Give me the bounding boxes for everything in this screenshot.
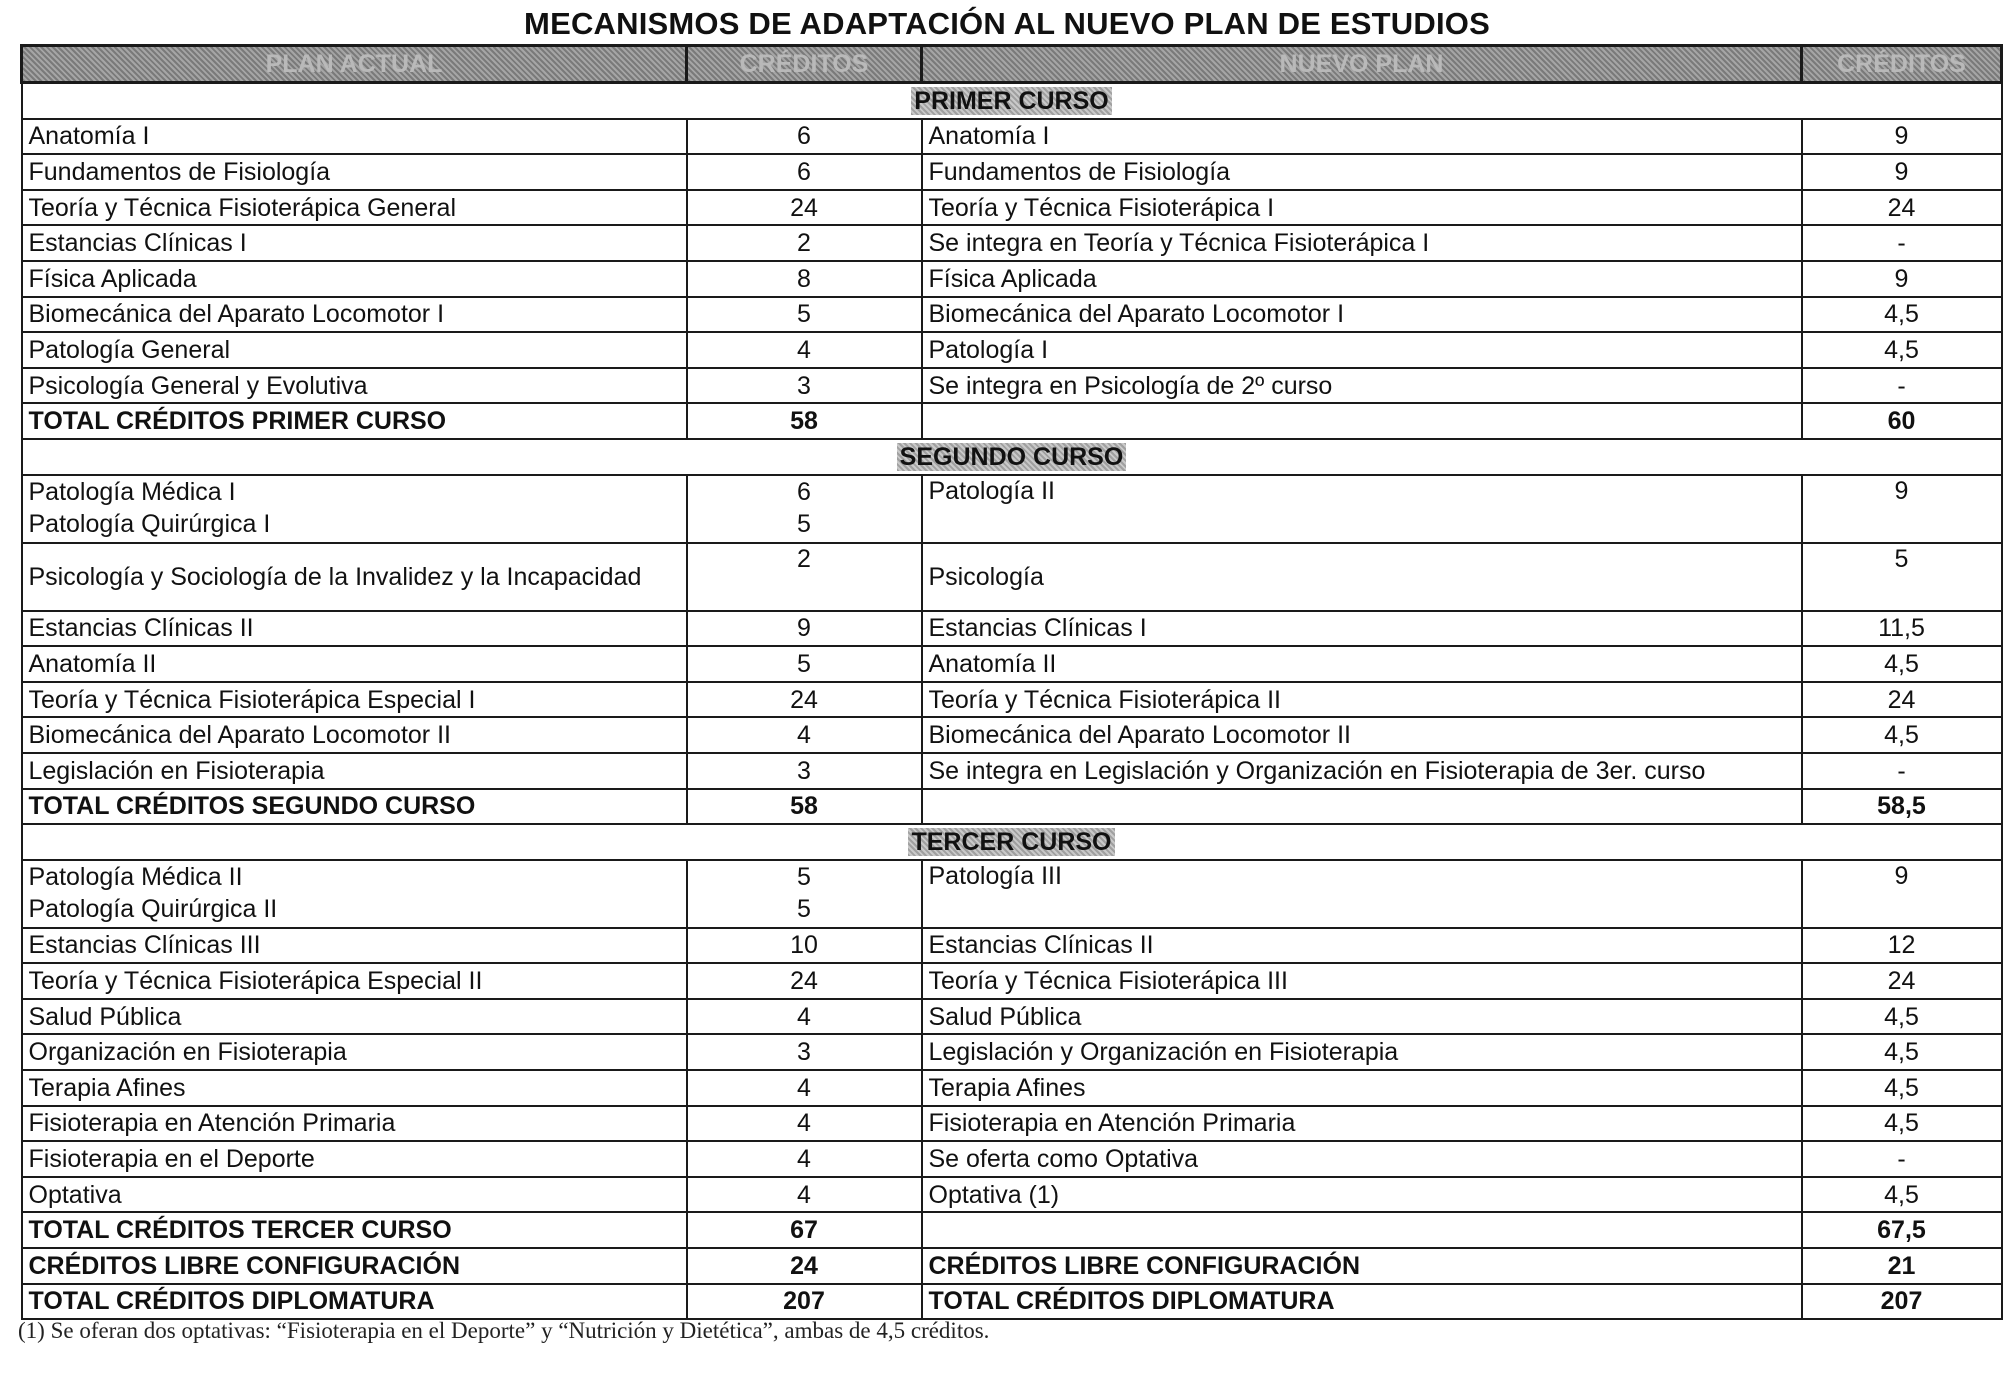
table-row — [22, 475, 2002, 543]
new-credits: 4,5 — [1802, 646, 2002, 682]
new-credits: 207 — [1802, 1284, 2002, 1320]
old-subject: Psicología y Sociología de la Invalidez y la Incapacidad — [22, 543, 687, 611]
old-subject-cell — [22, 475, 687, 543]
total-new-credits: 60 — [1802, 403, 2002, 439]
new-subject: Patología III — [922, 860, 1802, 928]
table-row — [22, 154, 2002, 190]
section-heading: PRIMER CURSO — [911, 87, 1111, 115]
total-old-credits: 58 — [687, 403, 922, 439]
old-subject: Estancias Clínicas III — [22, 928, 687, 964]
table-row — [22, 368, 2002, 404]
new-subject: Patología I — [922, 332, 1802, 368]
adaptation-table — [20, 44, 2003, 1320]
section-heading: SEGUNDO CURSO — [897, 443, 1127, 471]
table-row — [22, 963, 2002, 999]
old-subject: Anatomía II — [22, 646, 687, 682]
total-old-credits: 67 — [687, 1212, 922, 1248]
old-subject: Legislación en Fisioterapia — [22, 753, 687, 789]
table-row — [22, 611, 2002, 647]
header-creditos-actual: CRÉDITOS — [687, 46, 922, 83]
table-row — [22, 646, 2002, 682]
old-subject: Teoría y Técnica Fisioterápica Especial II — [22, 963, 687, 999]
old-label: TOTAL CRÉDITOS DIPLOMATURA — [22, 1284, 687, 1320]
total-diplomatura-row — [22, 1284, 2002, 1320]
new-credits: 24 — [1802, 682, 2002, 718]
old-credits: 4 — [687, 1070, 922, 1106]
old-subject: Estancias Clínicas I — [22, 225, 687, 261]
old-subject: Fisioterapia en el Deporte — [22, 1141, 687, 1177]
table-row — [22, 261, 2002, 297]
new-credits: - — [1802, 225, 2002, 261]
old-credits: 2 — [687, 543, 922, 611]
new-credits: 24 — [1802, 190, 2002, 226]
total-row-segundo — [22, 789, 2002, 825]
total-label: TOTAL CRÉDITOS SEGUNDO CURSO — [22, 789, 687, 825]
old-subject: Fisioterapia en Atención Primaria — [22, 1106, 687, 1142]
old-subject-cell — [22, 860, 687, 928]
table-body — [22, 83, 2002, 1320]
new-credits: 4,5 — [1802, 1034, 2002, 1070]
new-credits: 4,5 — [1802, 1070, 2002, 1106]
new-subject: Física Aplicada — [922, 261, 1802, 297]
new-credits: 12 — [1802, 928, 2002, 964]
total-new-credits: 58,5 — [1802, 789, 2002, 825]
header-plan-actual: PLAN ACTUAL — [22, 46, 687, 83]
old-credits: 24 — [687, 963, 922, 999]
old-credits: 6 — [687, 154, 922, 190]
old-subject: Patología General — [22, 332, 687, 368]
table-row — [22, 753, 2002, 789]
table-row — [22, 1106, 2002, 1142]
new-credits: 9 — [1802, 261, 2002, 297]
old-credits: 4 — [687, 332, 922, 368]
new-subject: Teoría y Técnica Fisioterápica III — [922, 963, 1802, 999]
old-subject: Estancias Clínicas II — [22, 611, 687, 647]
old-subject: Anatomía I — [22, 119, 687, 155]
page-title: MECANISMOS DE ADAPTACIÓN AL NUEVO PLAN DE ESTUDIOS — [524, 6, 1490, 41]
new-credits: 5 — [1802, 543, 2002, 611]
old-subject: Patología Médica I — [28, 477, 236, 506]
new-label: TOTAL CRÉDITOS DIPLOMATURA — [922, 1284, 1802, 1320]
old-subject: Fundamentos de Fisiología — [22, 154, 687, 190]
new-subject: Biomecánica del Aparato Locomotor I — [922, 297, 1802, 333]
table-row — [22, 999, 2002, 1035]
table-row — [22, 225, 2002, 261]
old-credits: 3 — [687, 1034, 922, 1070]
old-credits: 10 — [687, 928, 922, 964]
table-header-row — [22, 46, 2002, 83]
new-credits: 9 — [1802, 154, 2002, 190]
old-subject: Organización en Fisioterapia — [22, 1034, 687, 1070]
new-subject: Estancias Clínicas II — [922, 928, 1802, 964]
new-label: CRÉDITOS LIBRE CONFIGURACIÓN — [922, 1248, 1802, 1284]
table-row — [22, 1141, 2002, 1177]
new-credits: 4,5 — [1802, 1106, 2002, 1142]
old-subject: Física Aplicada — [22, 261, 687, 297]
new-credits: - — [1802, 1141, 2002, 1177]
new-subject: Se integra en Teoría y Técnica Fisioterápica I — [922, 225, 1802, 261]
new-credits: 4,5 — [1802, 717, 2002, 753]
new-credits: - — [1802, 368, 2002, 404]
table-row — [22, 682, 2002, 718]
new-credits: 11,5 — [1802, 611, 2002, 647]
total-row-primer — [22, 403, 2002, 439]
total-old-credits: 58 — [687, 789, 922, 825]
old-credits-cell — [687, 475, 922, 543]
total-label: TOTAL CRÉDITOS PRIMER CURSO — [22, 403, 687, 439]
libre-configuracion-row — [22, 1248, 2002, 1284]
old-subject: Optativa — [22, 1177, 687, 1213]
table-row — [22, 543, 2002, 611]
table-row — [22, 717, 2002, 753]
table-row — [22, 190, 2002, 226]
old-credits: 5 — [687, 297, 922, 333]
table-row — [22, 1177, 2002, 1213]
old-subject: Patología Médica II — [28, 862, 243, 891]
table-row — [22, 1070, 2002, 1106]
old-subject: Teoría y Técnica Fisioterápica Especial I — [22, 682, 687, 718]
old-credits: 9 — [687, 611, 922, 647]
old-credits: 6 — [797, 477, 811, 506]
old-credits: 2 — [687, 225, 922, 261]
new-credits: 9 — [1802, 860, 2002, 928]
old-subject: Biomecánica del Aparato Locomotor I — [22, 297, 687, 333]
section-heading-cell — [22, 83, 2002, 119]
table-row — [22, 1034, 2002, 1070]
old-subject: Terapia Afines — [22, 1070, 687, 1106]
total-row-tercer — [22, 1212, 2002, 1248]
new-subject: Biomecánica del Aparato Locomotor II — [922, 717, 1802, 753]
old-credits: 4 — [687, 1141, 922, 1177]
old-credits: 4 — [687, 999, 922, 1035]
old-credits: 24 — [687, 1248, 922, 1284]
old-subject: Biomecánica del Aparato Locomotor II — [22, 717, 687, 753]
footnote: (1) Se oferan dos optativas: “Fisioterapia en el Deporte” y “Nutrición y Dietética”, ambas de 4,5 créditos. — [18, 1318, 990, 1343]
section-heading: TERCER CURSO — [908, 828, 1114, 856]
old-subject: Patología Quirúrgica II — [28, 894, 278, 923]
new-credits: 4,5 — [1802, 297, 2002, 333]
old-credits: 24 — [687, 682, 922, 718]
table-row — [22, 297, 2002, 333]
old-credits: 6 — [687, 119, 922, 155]
new-subject: Se integra en Legislación y Organización en Fisioterapia de 3er. curso — [922, 753, 1802, 789]
new-credits: 24 — [1802, 963, 2002, 999]
total-new-label-empty — [922, 789, 1802, 825]
new-credits: 21 — [1802, 1248, 2002, 1284]
old-credits: 3 — [687, 368, 922, 404]
new-subject: Anatomía II — [922, 646, 1802, 682]
old-credits: 207 — [687, 1284, 922, 1320]
new-subject: Fisioterapia en Atención Primaria — [922, 1106, 1802, 1142]
old-credits: 5 — [797, 894, 811, 923]
new-subject: Terapia Afines — [922, 1070, 1802, 1106]
old-credits: 8 — [687, 261, 922, 297]
old-credits: 5 — [797, 509, 811, 538]
total-new-credits: 67,5 — [1802, 1212, 2002, 1248]
old-subject: Psicología General y Evolutiva — [22, 368, 687, 404]
new-subject: Fundamentos de Fisiología — [922, 154, 1802, 190]
header-nuevo-plan: NUEVO PLAN — [922, 46, 1802, 83]
old-credits: 24 — [687, 190, 922, 226]
old-subject: Salud Pública — [22, 999, 687, 1035]
new-credits: 4,5 — [1802, 1177, 2002, 1213]
old-credits: 3 — [687, 753, 922, 789]
total-new-label-empty — [922, 1212, 1802, 1248]
old-credits: 4 — [687, 1106, 922, 1142]
section-row-segundo — [22, 439, 2002, 475]
total-label: TOTAL CRÉDITOS TERCER CURSO — [22, 1212, 687, 1248]
new-subject: Estancias Clínicas I — [922, 611, 1802, 647]
section-row-primer — [22, 83, 2002, 119]
new-credits: 4,5 — [1802, 332, 2002, 368]
table-row — [22, 860, 2002, 928]
new-subject: Teoría y Técnica Fisioterápica I — [922, 190, 1802, 226]
new-subject: Patología II — [922, 475, 1802, 543]
header-creditos-nuevo: CRÉDITOS — [1802, 46, 2002, 83]
table-row — [22, 332, 2002, 368]
old-subject: Teoría y Técnica Fisioterápica General — [22, 190, 687, 226]
new-credits: 4,5 — [1802, 999, 2002, 1035]
old-credits: 5 — [797, 862, 811, 891]
new-subject: Salud Pública — [922, 999, 1802, 1035]
new-subject: Se oferta como Optativa — [922, 1141, 1802, 1177]
old-subject: Patología Quirúrgica I — [28, 509, 271, 538]
old-credits: 5 — [687, 646, 922, 682]
new-subject: Anatomía I — [922, 119, 1802, 155]
new-subject: Psicología — [922, 543, 1802, 611]
old-credits: 4 — [687, 1177, 922, 1213]
new-credits: 9 — [1802, 119, 2002, 155]
new-credits: 9 — [1802, 475, 2002, 543]
new-subject: Legislación y Organización en Fisioterapia — [922, 1034, 1802, 1070]
new-subject: Optativa (1) — [922, 1177, 1802, 1213]
section-row-tercer — [22, 824, 2002, 860]
section-heading-cell — [22, 439, 2002, 475]
old-credits-cell — [687, 860, 922, 928]
table-row — [22, 928, 2002, 964]
new-subject: Se integra en Psicología de 2º curso — [922, 368, 1802, 404]
total-new-label-empty — [922, 403, 1802, 439]
new-credits: - — [1802, 753, 2002, 789]
old-credits: 4 — [687, 717, 922, 753]
new-subject: Teoría y Técnica Fisioterápica II — [922, 682, 1802, 718]
section-heading-cell — [22, 824, 2002, 860]
table-row — [22, 119, 2002, 155]
old-label: CRÉDITOS LIBRE CONFIGURACIÓN — [22, 1248, 687, 1284]
